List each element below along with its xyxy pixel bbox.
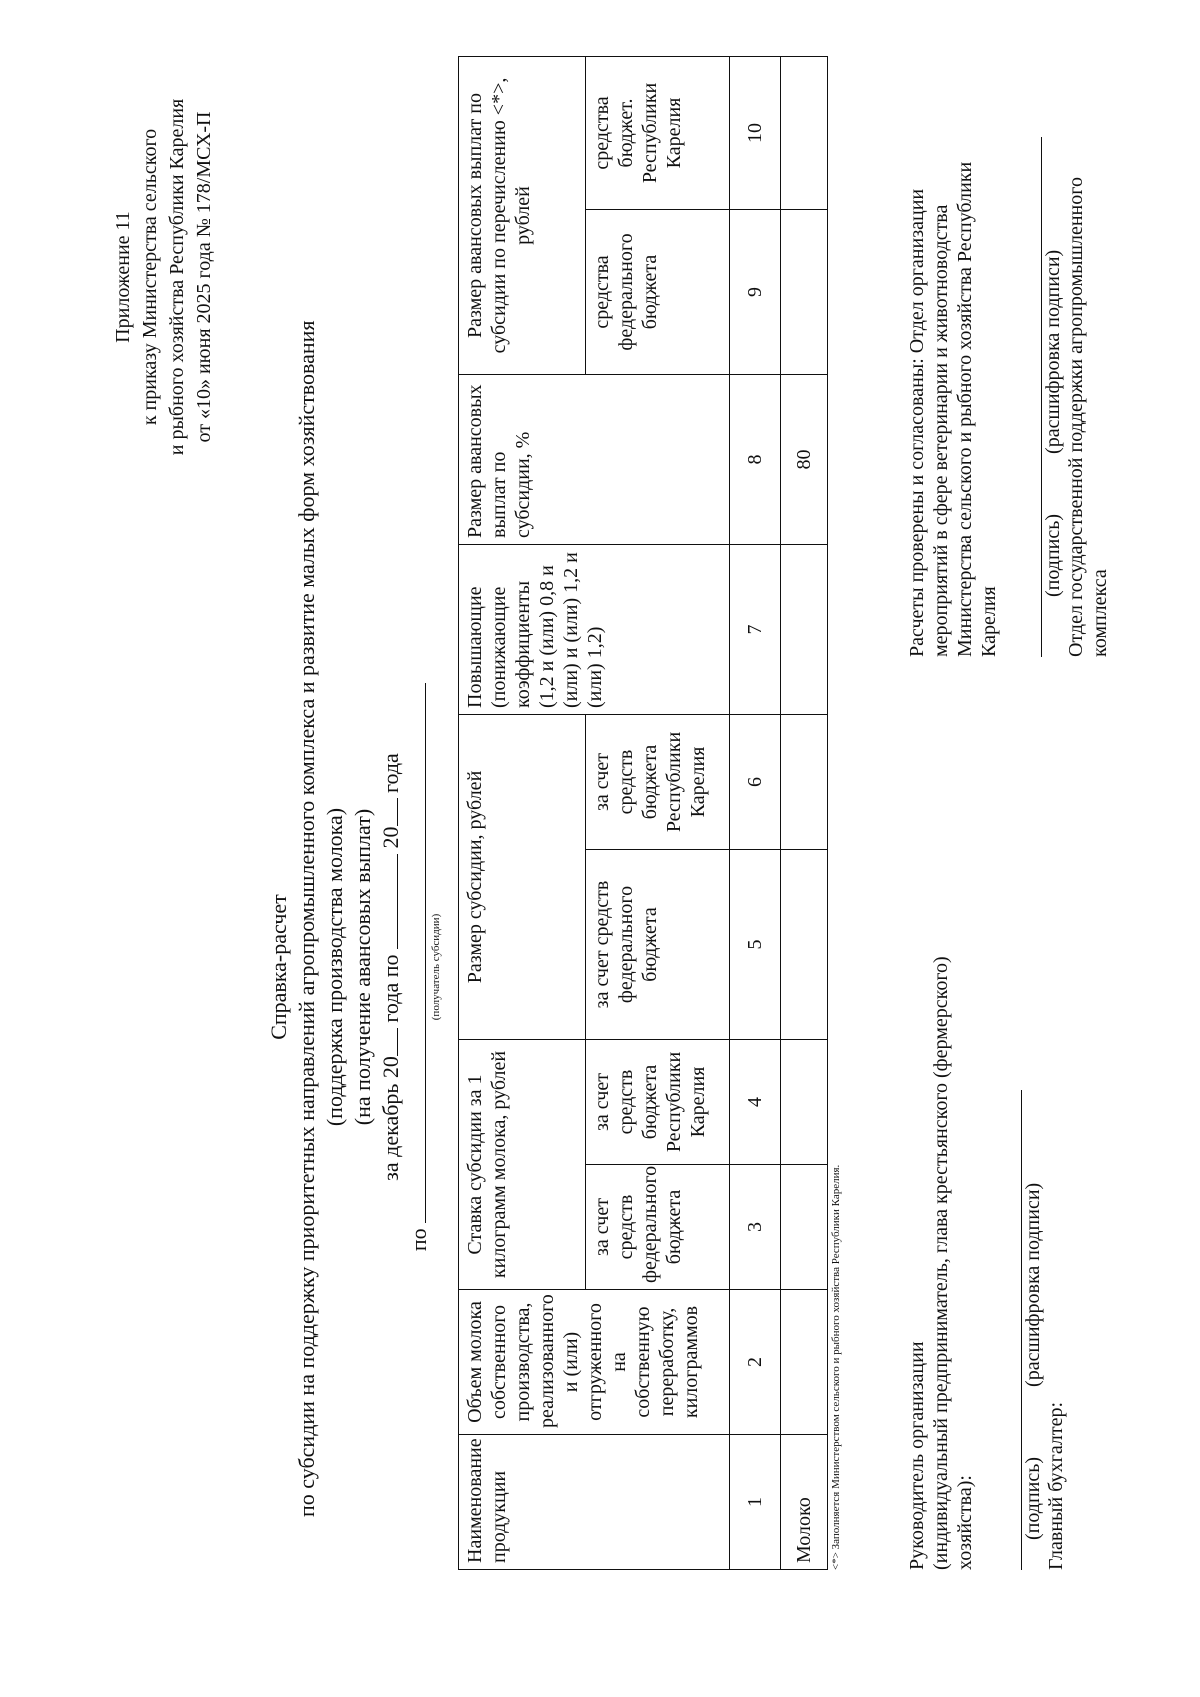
- column-number: 4: [730, 1040, 781, 1165]
- recipient-prefix: по: [406, 1228, 431, 1252]
- ministry-name: и рыбного хозяйства Республики Карелия: [166, 98, 188, 456]
- cell-rate-republic[interactable]: [781, 1040, 828, 1165]
- checker-caption-row: [1042, 97, 1064, 657]
- signer-title: Руководитель организации: [906, 1341, 928, 1570]
- cell-advance-federal[interactable]: [781, 210, 828, 375]
- year-blank-field-2[interactable]: [397, 798, 398, 826]
- signer-subtitle: (индивидуальный предприниматель, глава крестьянского (фермерского) хозяйства):: [930, 956, 976, 1570]
- approval-block: [110, 67, 218, 487]
- header-advance-percent: Размер авансовых выплат по субсидии, %: [459, 375, 730, 545]
- cell-product: Молоко: [781, 1435, 828, 1570]
- checker-text: Расчеты проверены и согласованы: Отдел организации мероприятий в сфере ветеринарии и животноводства Министерства сельского и рыбного хозяйства Республики Карелия: [906, 161, 1000, 657]
- signer-block: [905, 930, 1068, 1570]
- checker-signature-caption: (подпись): [1042, 513, 1064, 597]
- recipient-caption: (получатель субсидии): [430, 913, 442, 1021]
- column-number: 8: [730, 375, 781, 545]
- header-coefficients: Повышающие (понижающие коэффициенты (1,2 и (или) 0,8 и (или) и (или) 1,2 и (или) 1,2): [459, 545, 730, 715]
- header-rate-republic: за счет средств бюджета Республики Карелия: [586, 1040, 730, 1165]
- column-number: 6: [730, 715, 781, 850]
- header-advance-republic: средства бюджет. Республики Карелия: [586, 57, 730, 210]
- signature-caption: (подпись): [1022, 1456, 1044, 1540]
- header-subsidy-rate: Ставка субсидии за 1 килограмм молока, рублей: [459, 1040, 586, 1290]
- header-product: Наименование продукции: [459, 1435, 730, 1570]
- signature-caption-row: [1022, 930, 1044, 1570]
- column-number: 3: [730, 1165, 781, 1290]
- appendix-number: Приложение 11: [112, 211, 134, 343]
- document-subtitle-2: (поддержка производства молока): [322, 807, 347, 1127]
- column-number: 9: [730, 210, 781, 375]
- period-suffix: года: [378, 753, 403, 793]
- header-subsidy-amount: Размер субсидии, рублей: [459, 715, 586, 1040]
- header-amount-republic: за счет средств бюджета Республики Карелия: [586, 715, 730, 850]
- column-number: 5: [730, 850, 781, 1040]
- recipient-line: [405, 417, 433, 1517]
- order-reference: к приказу Министерства сельского: [139, 128, 161, 426]
- header-advance-sum: Размер авансовых выплат по субсидии по перечислению <*>, рублей: [459, 57, 586, 375]
- column-number: 1: [730, 1435, 781, 1570]
- checker-decode-caption: (расшифровка подписи): [1042, 249, 1064, 454]
- period-prefix: за декабрь 20: [378, 1056, 403, 1181]
- document-subtitle-3: (на получение авансовых выплат): [350, 808, 375, 1126]
- table-row: [781, 57, 828, 1570]
- cell-advance-percent: 80: [781, 375, 828, 545]
- header-amount-federal: за счет средств федерального бюджета: [586, 850, 730, 1040]
- order-date: от «10» июня 2025 года № 178/МСХ-П: [193, 111, 215, 443]
- chief-accountant-label: Главный бухгалтер:: [1045, 1401, 1067, 1570]
- decode-caption: (расшифровка подписи): [1022, 1182, 1044, 1387]
- cell-amount-federal[interactable]: [781, 850, 828, 1040]
- period-year: 20: [378, 826, 403, 849]
- column-number: 7: [730, 545, 781, 715]
- period-mid: года по: [378, 954, 403, 1023]
- column-number: 10: [730, 57, 781, 210]
- document-title: Справка-расчет: [266, 894, 291, 1040]
- cell-amount-republic[interactable]: [781, 715, 828, 850]
- footnote: <*> Заполняется Министерством сельского и рыбного хозяйства Республики Карелия.: [830, 1164, 842, 1570]
- cell-advance-republic[interactable]: [781, 57, 828, 210]
- column-number-row: [730, 57, 781, 1570]
- column-number: 2: [730, 1290, 781, 1435]
- document-subtitle: по субсидии на поддержку приоритетных направлений агропромышленного комплекса и развитие малых форм хозяйствования: [294, 320, 319, 1517]
- header-row-1: [459, 57, 586, 1570]
- cell-rate-federal[interactable]: [781, 1165, 828, 1290]
- cell-coefficients[interactable]: [781, 545, 828, 715]
- recipient-blank-field[interactable]: [425, 683, 426, 1223]
- checker-department: Отдел государственной поддержки агропромышленного комплекса: [1065, 177, 1111, 657]
- date-blank-field[interactable]: [397, 854, 398, 949]
- checker-block: [905, 97, 1112, 657]
- year-blank-field[interactable]: [397, 1028, 398, 1056]
- title-block: [265, 320, 442, 1517]
- header-advance-federal: средства федерального бюджета: [586, 210, 730, 375]
- period-line: [377, 417, 405, 1517]
- cell-milk-volume[interactable]: [781, 1290, 828, 1435]
- calculation-table: [458, 56, 828, 1570]
- header-milk-volume: Объем молока собственного производства, реализованного и (или) отгруженного на собственную переработку, килограммов: [459, 1290, 730, 1435]
- header-rate-federal: за счет средств федерального бюджета: [586, 1165, 730, 1290]
